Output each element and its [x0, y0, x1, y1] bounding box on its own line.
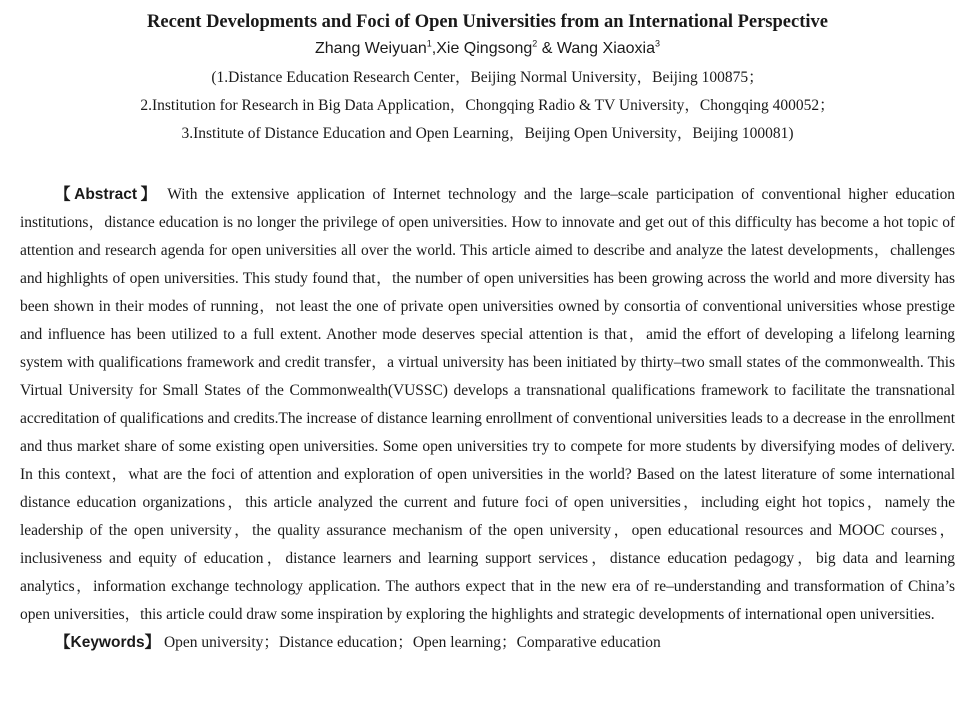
keyword: Open university — [163, 634, 264, 651]
affiliation-line: 3.Institute of Distance Education and Open Learning，Beijing Open University，Beijing 100081) — [181, 125, 794, 142]
keyword: ； Distance education — [263, 634, 397, 651]
keyword-list — [164, 634, 661, 651]
affiliation-line: 2.Institution for Research in Big Data Application，Chongqing Radio & TV University，Chongqing 400052； — [140, 97, 835, 114]
author-affiliation-marker: 2 — [532, 38, 538, 49]
author-name: Wang Xiaoxia — [556, 40, 655, 57]
author-affiliation-marker: 3 — [655, 38, 661, 49]
author-affiliation-marker: 1 — [426, 38, 432, 49]
keywords-label: 【Keywords】 — [55, 634, 161, 651]
author-separator: & — [537, 40, 557, 57]
author-line — [20, 36, 955, 64]
keyword: ； Open learning — [397, 634, 501, 651]
author-name: Xie Qingsong — [436, 40, 533, 57]
keywords-line — [20, 629, 955, 657]
abstract-text: With the extensive application of Internet technology and the large–scale participation of conventional higher education institutions，distance education is no longer the privilege of open universities. How to innovate and get out of this difficulty has become a hot topic of attention and research agenda for open universities all over the world. This article aimed to describe and analyze the latest developments，challenges and highlights of open universities. This study found that，the number of open universities has been growing across the world and more diversity has been shown in their modes of running，not least the one of private open universities owned by consortia of conventional universities whose prestige and influence has been utilized to a full extent. Another mode deserves special attention is that，amid the effort of developing a lifelong learning system with qualifications framework and credit transfer，a virtual university has been initiated by thirty–two small states of the commonwealth. This Virtual University for Small States of the Commonwealth(VUSSC) develops a transnational qualifications framework to facilitate the transnational accreditation of qualifications and credits.The increase of distance learning enrollment of conventional universities leads to a decrease in the enrollment and thus market share of some existing open universities. Some open universities try to compete for more students by diversifying modes of delivery. In this context，what are the foci of attention and exploration of open universities in the world? Based on the latest literature of some international distance education organizations，this article analyzed the current and future foci of open universities，including eight hot topics，namely the leadership of the open university，the quality assurance mechanism of the open university，open educational resources and MOOC courses，inclusiveness and equity of education，distance learners and learning support services，distance education pedagogy，big data and learning analytics，information exchange technology application. The authors expect that in the new era of re–understanding and transformation of China’s open universities，this article could draw some inspiration by exploring the highlights and strategic developments of international open universities. — [20, 186, 955, 623]
affiliation-line: (1.Distance Education Research Center，Beijing Normal University，Beijing 100875； — [211, 69, 764, 86]
abstract-paragraph — [20, 181, 955, 629]
author-separator: , — [431, 40, 437, 57]
paper-title: Recent Developments and Foci of Open Universities from an International Perspective — [147, 12, 828, 32]
author-name: Zhang Weiyuan — [314, 40, 427, 57]
keyword: ； Comparative education — [501, 634, 661, 651]
abstract-label: 【Abstract】 — [55, 186, 160, 203]
